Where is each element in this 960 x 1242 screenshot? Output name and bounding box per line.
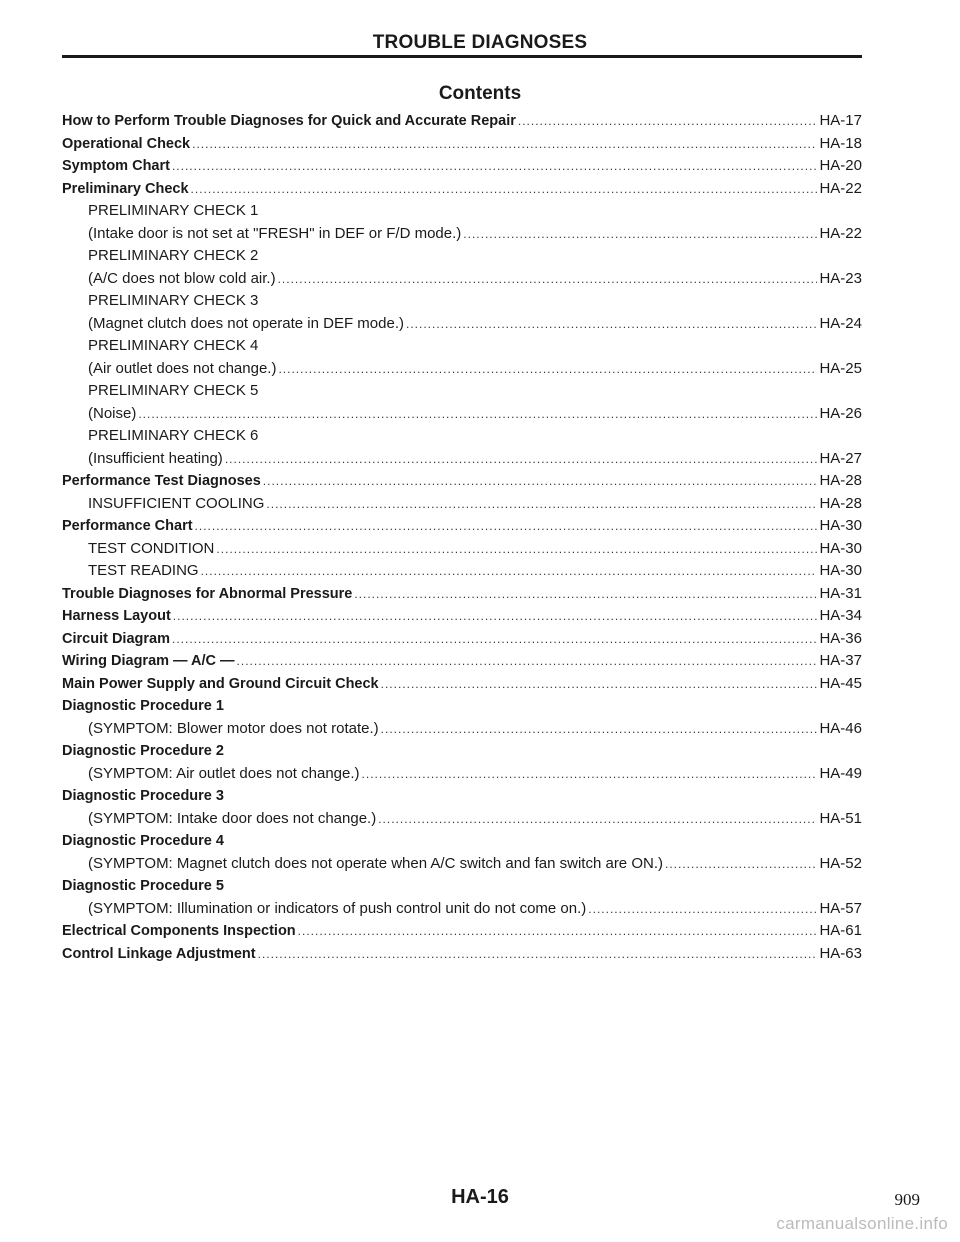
- toc-entry[interactable]: [62, 943, 862, 966]
- toc-entry-title: INSUFFICIENT COOLING: [88, 494, 265, 512]
- toc-leader-dots: [138, 403, 817, 426]
- toc-entry[interactable]: [62, 718, 862, 741]
- toc-entry[interactable]: [62, 223, 862, 246]
- footer-page-label: HA-16: [451, 1186, 509, 1208]
- toc-entry[interactable]: [62, 695, 862, 718]
- toc-entry-title: Control Linkage Adjustment: [62, 945, 256, 962]
- toc-entry[interactable]: [62, 358, 862, 381]
- toc-entry-title: Performance Chart: [62, 518, 193, 534]
- toc-entry-title: PRELIMINARY CHECK 5: [88, 382, 259, 399]
- toc-entry[interactable]: [62, 448, 862, 471]
- toc-entry[interactable]: [62, 628, 862, 651]
- toc-entry-title: PRELIMINARY CHECK 1: [88, 202, 259, 219]
- toc-entry[interactable]: [62, 673, 862, 696]
- toc-entry-title: Performance Test Diagnoses: [62, 473, 261, 489]
- toc-entry-title: PRELIMINARY CHECK 3: [88, 292, 259, 309]
- toc-entry-page: HA-31: [819, 584, 862, 602]
- toc-entry-title: Preliminary Check: [62, 180, 189, 197]
- toc-entry-page: HA-57: [819, 899, 862, 917]
- toc-entry-page: HA-28: [819, 494, 862, 512]
- toc-leader-dots: [191, 178, 818, 201]
- toc-leader-dots: [195, 515, 818, 538]
- toc-entry-title: Diagnostic Procedure 1: [62, 698, 224, 714]
- toc-leader-dots: [518, 110, 818, 133]
- toc-entry-title: Diagnostic Procedure 2: [62, 743, 224, 759]
- toc-entry-page: HA-28: [819, 472, 862, 489]
- toc-entry-page: HA-34: [819, 607, 862, 624]
- toc-entry-title: How to Perform Trouble Diagnoses for Quick and Accurate Repair: [62, 113, 516, 129]
- toc-entry[interactable]: [62, 178, 862, 201]
- toc-leader-dots: [588, 898, 817, 921]
- toc-entry-page: HA-17: [819, 112, 862, 129]
- toc-entry[interactable]: [62, 493, 862, 516]
- toc-entry-page: HA-30: [819, 539, 862, 557]
- toc-leader-dots: [192, 133, 817, 156]
- toc-entry[interactable]: [62, 425, 862, 448]
- toc-entry-title: (Noise): [88, 404, 137, 422]
- toc-leader-dots: [266, 493, 817, 516]
- toc-entry[interactable]: [62, 560, 862, 583]
- toc-entry[interactable]: [62, 830, 862, 853]
- toc-entry[interactable]: [62, 155, 862, 178]
- toc-entry[interactable]: [62, 605, 862, 628]
- toc-entry-page: HA-61: [819, 922, 862, 939]
- toc-entry-title: TEST CONDITION: [88, 539, 215, 557]
- toc-leader-dots: [237, 650, 818, 673]
- toc-leader-dots: [378, 808, 817, 831]
- toc-entry[interactable]: [62, 268, 862, 291]
- toc-entry-page: HA-51: [819, 809, 862, 827]
- watermark-text: carmanualsonline.info: [776, 1214, 948, 1233]
- toc-entry-page: HA-63: [819, 944, 862, 962]
- toc-entry-page: HA-52: [819, 854, 862, 872]
- toc-entry[interactable]: [62, 335, 862, 358]
- toc-leader-dots: [258, 943, 818, 966]
- toc-entry[interactable]: [62, 245, 862, 268]
- toc-entry[interactable]: [62, 808, 862, 831]
- contents-title: Contents: [438, 83, 522, 104]
- toc-entry-title: Operational Check: [62, 135, 191, 152]
- toc-entry[interactable]: [62, 785, 862, 808]
- toc-entry[interactable]: [62, 200, 862, 223]
- toc-leader-dots: [225, 448, 818, 471]
- toc-entry-title: Symptom Chart: [62, 158, 170, 174]
- toc-entry[interactable]: [62, 650, 862, 673]
- toc-entry-page: HA-45: [819, 674, 862, 692]
- toc-entry-title: PRELIMINARY CHECK 4: [88, 337, 259, 354]
- toc-leader-dots: [201, 560, 818, 583]
- toc-entry-page: HA-25: [819, 359, 862, 377]
- toc-entry-title: PRELIMINARY CHECK 2: [88, 247, 259, 264]
- toc-leader-dots: [278, 358, 817, 381]
- toc-entry[interactable]: [62, 313, 862, 336]
- toc-entry-title: Circuit Diagram: [62, 630, 170, 647]
- table-of-contents: [62, 110, 862, 965]
- toc-entry-page: HA-30: [819, 517, 862, 534]
- toc-entry-page: HA-37: [819, 652, 862, 669]
- toc-leader-dots: [381, 673, 818, 696]
- toc-entry-page: HA-18: [819, 134, 862, 152]
- toc-entry-title: (Intake door is not set at "FRESH" in DEF or F/D mode.): [88, 224, 462, 242]
- footer-page-number: 909: [894, 1190, 920, 1209]
- toc-entry-page: HA-36: [819, 629, 862, 647]
- toc-leader-dots: [263, 470, 818, 493]
- toc-entry[interactable]: [62, 470, 862, 493]
- toc-entry[interactable]: [62, 920, 862, 943]
- toc-entry-title: Electrical Components Inspection: [62, 923, 296, 939]
- toc-leader-dots: [463, 223, 817, 246]
- toc-entry[interactable]: [62, 133, 862, 156]
- toc-entry-page: HA-20: [819, 157, 862, 174]
- toc-leader-dots: [381, 718, 818, 741]
- toc-entry-title: Wiring Diagram — A/C —: [62, 653, 235, 669]
- toc-entry-title: Diagnostic Procedure 5: [62, 878, 224, 894]
- toc-entry[interactable]: [62, 380, 862, 403]
- toc-leader-dots: [173, 605, 818, 628]
- toc-entry-page: HA-26: [819, 404, 862, 422]
- toc-leader-dots: [172, 628, 817, 651]
- toc-leader-dots: [406, 313, 817, 336]
- toc-entry[interactable]: [62, 740, 862, 763]
- toc-entry-page: HA-30: [819, 562, 862, 579]
- toc-entry[interactable]: [62, 515, 862, 538]
- toc-entry-page: HA-22: [819, 224, 862, 242]
- toc-leader-dots: [278, 268, 818, 291]
- toc-entry-title: PRELIMINARY CHECK 6: [88, 427, 259, 444]
- toc-entry-title: TEST READING: [88, 562, 199, 579]
- toc-entry-title: (SYMPTOM: Illumination or indicators of push control unit do not come on.): [88, 899, 587, 917]
- toc-entry-title: (Magnet clutch does not operate in DEF mode.): [88, 314, 404, 332]
- toc-entry-title: (SYMPTOM: Blower motor does not rotate.): [88, 719, 379, 737]
- toc-leader-dots: [362, 763, 818, 786]
- toc-leader-dots: [665, 853, 817, 876]
- toc-entry-title: Main Power Supply and Ground Circuit Check: [62, 675, 379, 692]
- toc-entry-title: (SYMPTOM: Intake door does not change.): [88, 809, 377, 827]
- toc-leader-dots: [354, 583, 817, 606]
- toc-entry-page: HA-49: [819, 764, 862, 782]
- header-rule: [62, 55, 862, 58]
- page-header-title: TROUBLE DIAGNOSES: [372, 32, 588, 53]
- toc-entry[interactable]: [62, 875, 862, 898]
- toc-entry-page: HA-27: [819, 449, 862, 467]
- toc-entry[interactable]: [62, 583, 862, 606]
- toc-entry-title: (SYMPTOM: Magnet clutch does not operate when A/C switch and fan switch are ON.): [88, 854, 663, 872]
- toc-entry[interactable]: [62, 763, 862, 786]
- toc-entry-page: HA-22: [819, 179, 862, 197]
- toc-entry-title: (Insufficient heating): [88, 449, 223, 467]
- toc-entry-title: Diagnostic Procedure 4: [62, 833, 224, 849]
- toc-entry-title: Diagnostic Procedure 3: [62, 788, 224, 804]
- toc-entry[interactable]: [62, 898, 862, 921]
- toc-entry[interactable]: [62, 290, 862, 313]
- toc-entry-title: (SYMPTOM: Air outlet does not change.): [88, 764, 360, 782]
- toc-entry[interactable]: [62, 403, 862, 426]
- toc-entry[interactable]: [62, 538, 862, 561]
- toc-entry-page: HA-24: [819, 314, 862, 332]
- toc-entry-title: Trouble Diagnoses for Abnormal Pressure: [62, 585, 353, 602]
- toc-leader-dots: [172, 155, 818, 178]
- toc-entry-page: HA-23: [819, 269, 862, 287]
- toc-entry[interactable]: [62, 853, 862, 876]
- toc-leader-dots: [298, 920, 818, 943]
- toc-leader-dots: [216, 538, 817, 561]
- toc-entry-title: Harness Layout: [62, 608, 171, 624]
- toc-entry[interactable]: [62, 110, 862, 133]
- toc-entry-page: HA-46: [819, 719, 862, 737]
- toc-entry-title: (A/C does not blow cold air.): [88, 269, 276, 287]
- toc-entry-title: (Air outlet does not change.): [88, 359, 277, 377]
